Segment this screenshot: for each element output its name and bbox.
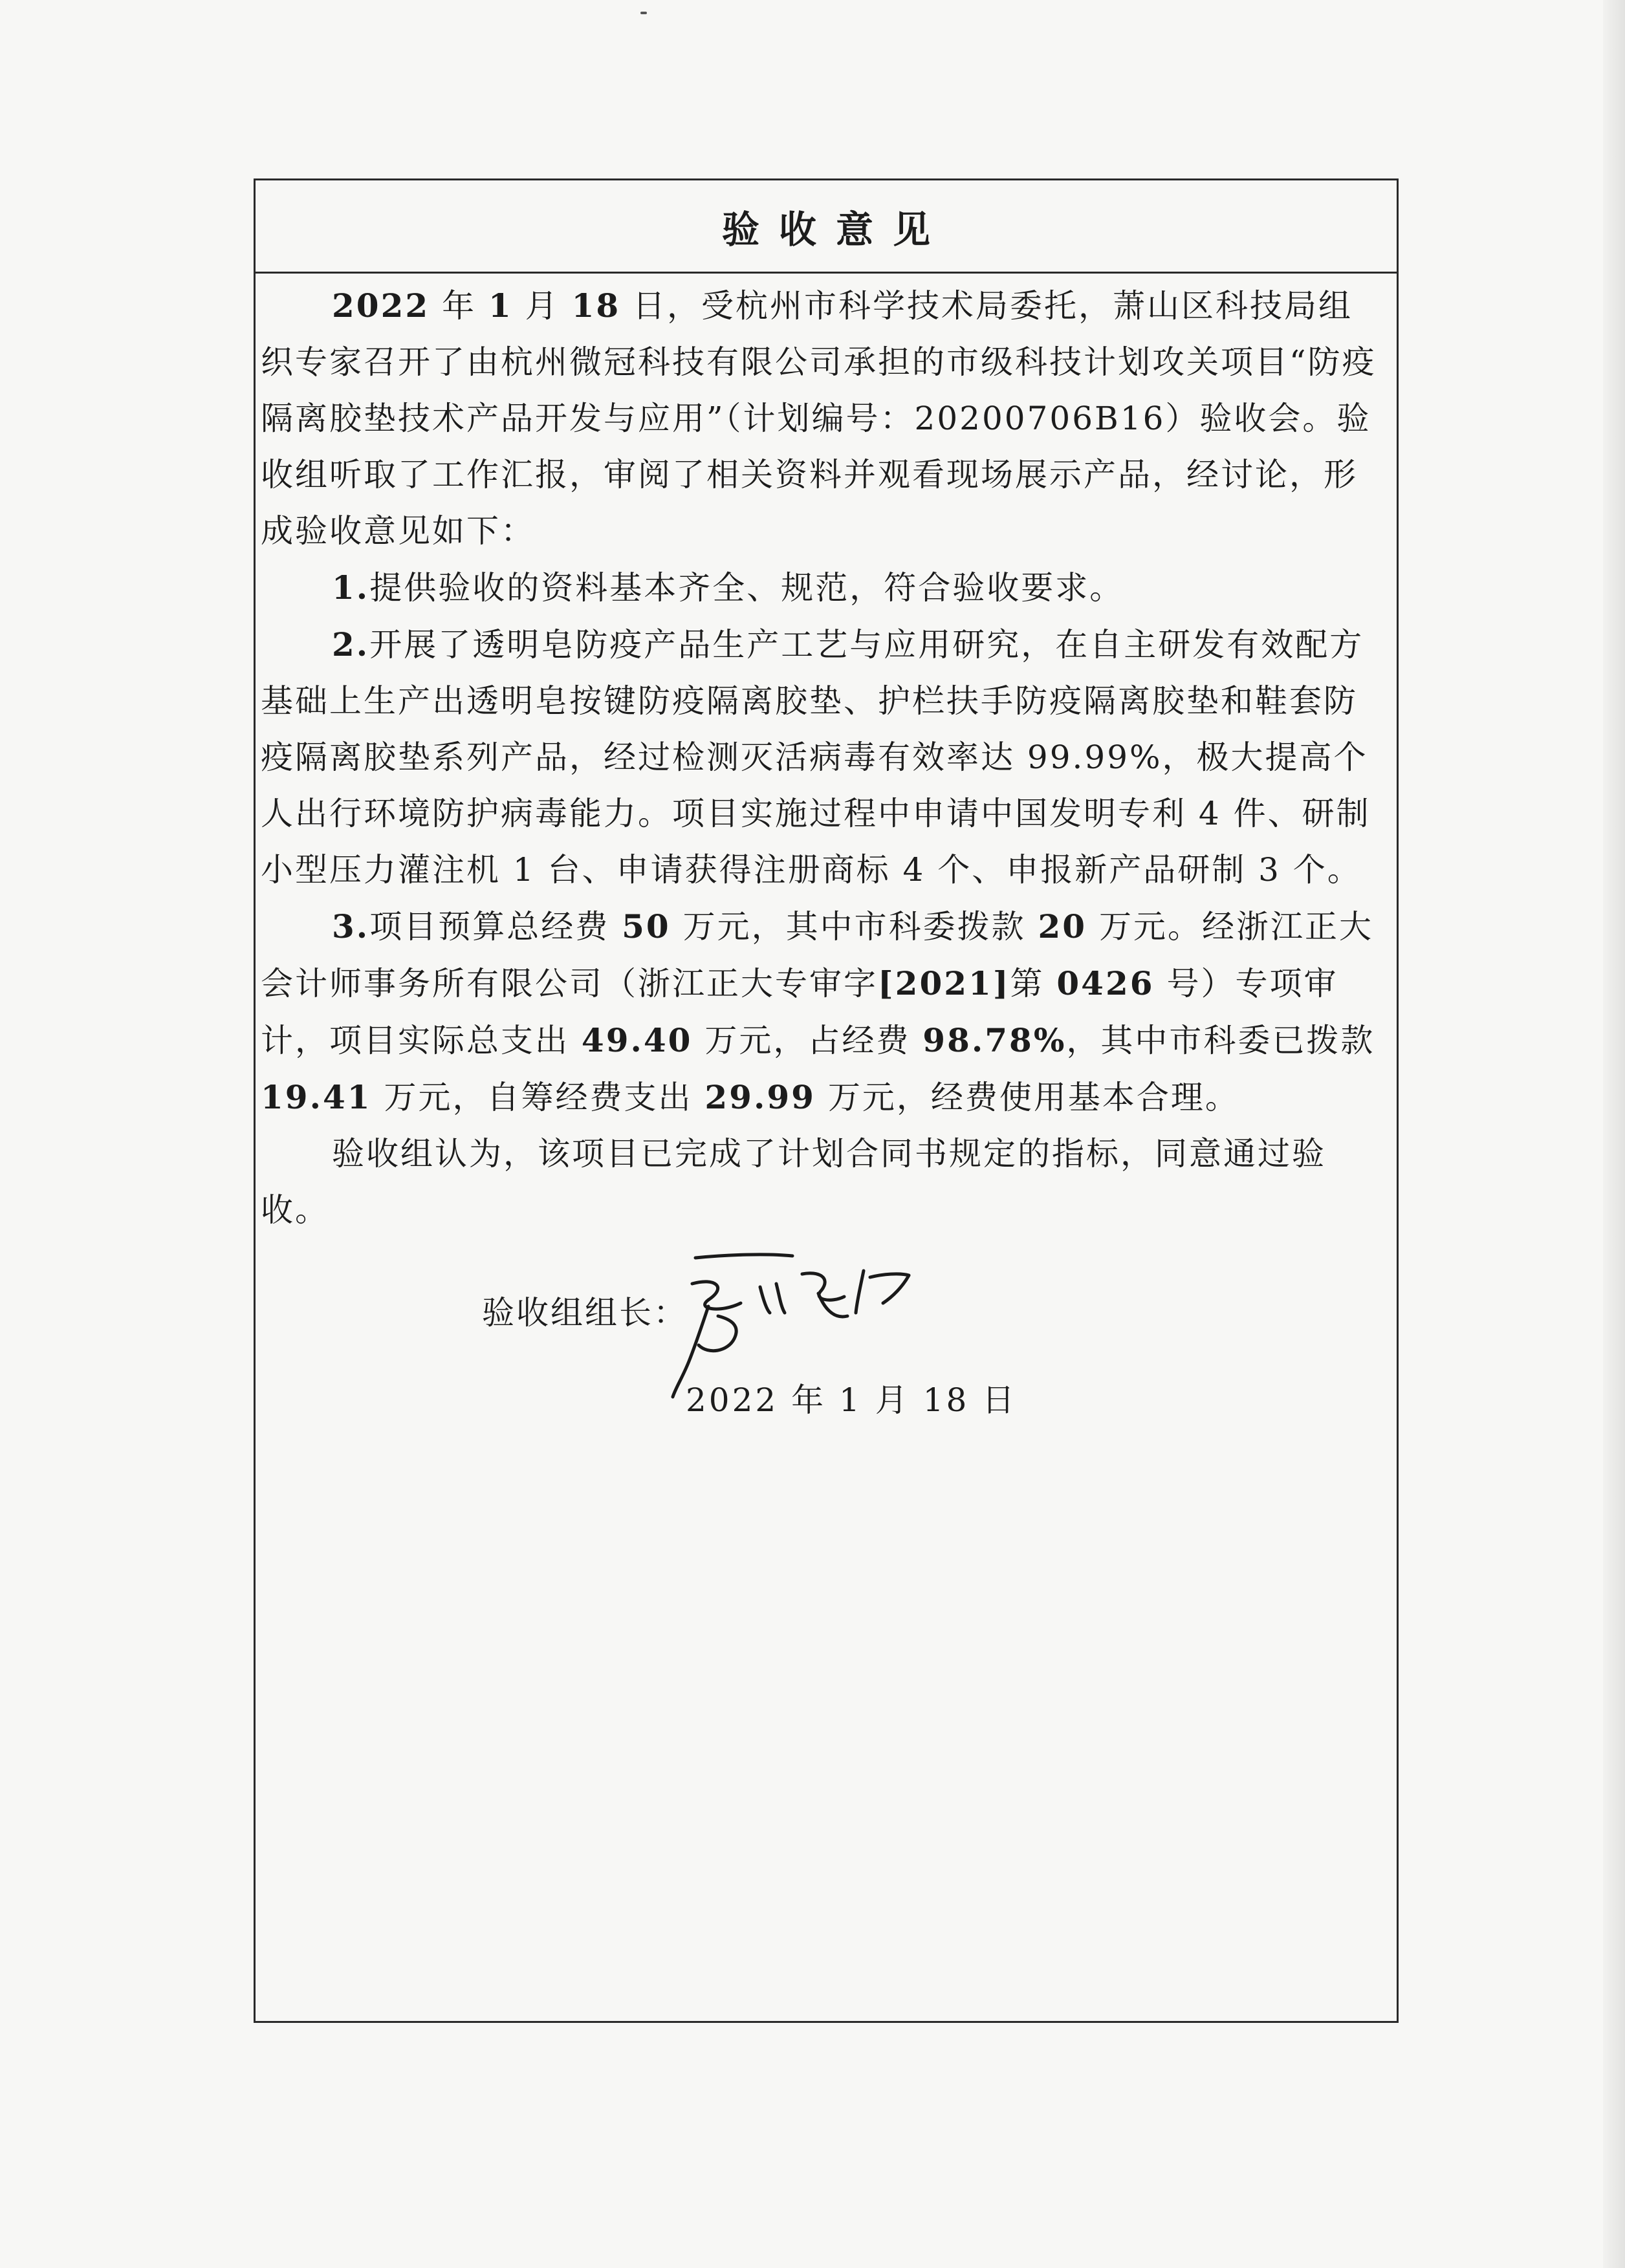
scan-speck [640,12,647,14]
opinion-paragraph [261,898,1380,1126]
paragraph-text-segment: 日，受杭州市科学技术局委托，萧山区科技局组织专家召开了由杭州微冠科技有限公司承担的市级科技计划攻关项目“防疫隔离胶垫技术产品开发与应用”（计划编号：20200706B16）验收会。验收组听取了工作汇报，审阅了相关资料并观看现场展示产品，经讨论，形成验收意见如下： [261,287,1377,550]
paragraph-text-segment: 万元，其中市科委拨款 [670,908,1038,945]
paragraph-text-segment: 1. [332,568,370,607]
opinion-paragraph [261,559,1380,616]
paragraph-text-segment: 年 [430,287,488,325]
opinion-body [261,277,1380,1238]
paragraph-text-segment: 月 [512,287,572,325]
paragraph-text-segment: 50 [622,907,671,945]
paragraph-text-segment: 万元，自筹经费支出 [371,1079,705,1116]
opinion-paragraph [261,616,1380,898]
paragraph-text-segment: 开展了透明皂防疫产品生产工艺与应用研究，在自主研发有效配方基础上生产出透明皂按键防疫隔离胶垫、护栏扶手防疫隔离胶垫和鞋套防疫隔离胶垫系列产品，经过检测灭活病毒有效率达 99.99%，极大提高个人出行环境防护病毒能力。项目实施过程中申请中国发明专利 4 件、研制小型压力灌注机 1 台、申请获得注册商标 4 个、申报新产品研制 3 个。 [261,626,1371,889]
paragraph-text-segment: 第 [1010,965,1057,1002]
paragraph-text-segment: 万元。经浙江正大会计师事务所有限公司（浙江正大专审字 [261,908,1373,1002]
title-row [256,180,1397,274]
document-date: 2022 年 1 月 18 日 [686,1381,1018,1419]
signature-label: 验收组组长： [482,1294,688,1332]
paragraph-text-segment: 0426 [1056,964,1155,1002]
paragraph-text-segment: 19.41 [261,1078,372,1116]
paragraph-text-segment: 项目预算总经费 [369,908,622,945]
paragraph-text-segment: 29.99 [704,1078,816,1116]
paragraph-text-segment: [2021] [878,964,1010,1002]
opinion-paragraph [261,1126,1380,1238]
paragraph-text-segment: 号）专项审计，项目实际总支出 [261,965,1338,1059]
paragraph-text-segment: 万元，占经费 [692,1022,923,1059]
paragraph-text-segment: 49.40 [581,1021,693,1059]
scan-page-edge [1603,0,1625,2268]
paragraph-text-segment: 20 [1038,907,1087,945]
document-title: 验收意见 [721,207,950,252]
paragraph-text-segment: 1 [488,286,513,325]
paragraph-text-segment: ，其中市科委已拨款 [1066,1022,1375,1059]
paragraph-text-segment: 提供验收的资料基本齐全、规范，符合验收要求。 [369,569,1124,607]
paragraph-text-segment: 98.78% [922,1021,1067,1059]
paragraph-text-segment: 验收组认为，该项目已完成了计划合同书规定的指标，同意通过验收。 [261,1135,1326,1229]
paragraph-text-segment: 18 [571,286,621,325]
paragraph-text-segment: 2022 [332,286,430,325]
opinion-paragraph [261,277,1380,559]
paragraph-text-segment: 2. [332,625,370,664]
paragraph-text-segment: 3. [332,907,370,945]
paragraph-text-segment: 万元，经费使用基本合理。 [815,1079,1239,1116]
opinion-frame [254,178,1399,2023]
